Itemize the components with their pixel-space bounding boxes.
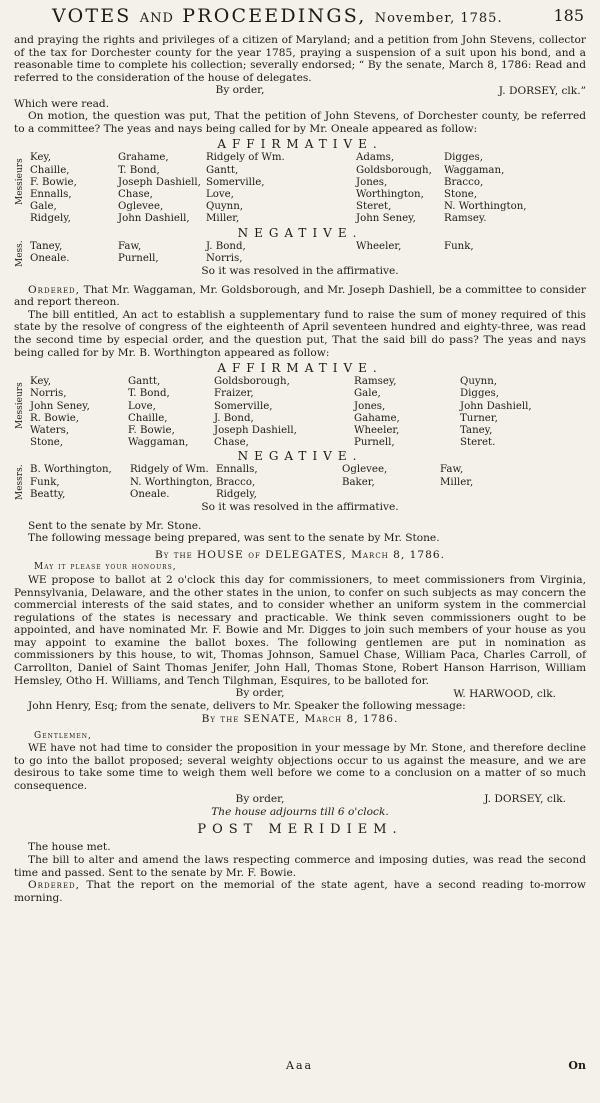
member-name: Norris, (206, 252, 243, 264)
member-name: T. Bond, (128, 388, 170, 400)
vote-2-side-label-neg: Messrs. (15, 464, 25, 501)
member-name: Stone, (444, 188, 478, 200)
ordered-paragraph-1 (14, 284, 586, 309)
member-name: Jones, (354, 400, 386, 412)
vote-1 (14, 137, 586, 277)
title-proceedings: PROCEEDINGS, (182, 5, 367, 27)
title-votes: VOTES (52, 5, 132, 27)
member-name: Ramsey. (444, 213, 487, 225)
intro-paragraph: and praying the rights and privileges of a citizen of Maryland; and a petition from John Stevens, collector of the tax for Dorchester county for the year 1785, praying a suspension of a suit upon his bond, and a reasonable time to complete his collection; severally endorsed; “ By the senate, March 8, 1786: Read and referred to the consideration of the house of delegates. (14, 34, 586, 84)
member-name: John Seney, (356, 213, 416, 225)
vote-2-negative-heading: NEGATIVE. (237, 449, 363, 464)
member-name: Norris, (30, 388, 67, 400)
house-message-heading: By the HOUSE of DELEGATES, March 8, 1786. (155, 548, 445, 561)
ordered-text-1: That Mr. Waggaman, Mr. Goldsborough, and Mr. Joseph Dashiell, be a committee to consider and report thereon. (14, 283, 586, 309)
senate-message-salutation: Gentlemen, (34, 730, 92, 741)
bill-paragraph: The bill entitled, An act to establish a supplementary fund to raise the sum of money required of this state by the resolve of congress of the eighteenth of April seventeen hundred and eighty-three, was read the second time by especial order, and the question put, That the said bill do pass? The yeas and nays being called for by Mr. B. Worthington appeared as follow: (14, 308, 586, 359)
member-name: Digges, (444, 152, 483, 164)
member-name: J. Bond, (214, 412, 254, 424)
member-name: Ridgely, (30, 213, 71, 225)
member-name: Somerville, (214, 400, 273, 412)
member-name: R. Bowie, (30, 412, 80, 424)
member-name: Ridgely of Wm. (206, 152, 285, 164)
vote-1-side-label-neg: Mess. (15, 239, 25, 267)
member-name: Grahame, (118, 152, 169, 164)
vote-1-result: So it was resolved in the affirmative. (201, 264, 399, 277)
member-name: Funk, (30, 476, 60, 488)
member-name: Ridgely of Wm. (130, 464, 209, 476)
running-title (52, 5, 503, 27)
member-name: Taney, (460, 424, 493, 436)
member-name: John Dashiell, (460, 400, 532, 412)
member-name: Wheeler, (354, 424, 400, 436)
member-name: Gahame, (354, 412, 400, 424)
vote-2-negative-list (30, 464, 586, 501)
ordered-text-2: That the report on the memorial of the state agent, have a second reading to-morrow morning. (14, 879, 586, 904)
member-name: Purnell, (354, 437, 395, 449)
member-name: Key, (30, 376, 52, 388)
senate-message-signature: J. DORSEY, clk. (484, 793, 566, 806)
house-message-by-order: By order, (235, 687, 285, 700)
page-body (14, 34, 586, 904)
ordered-lead-2: Ordered, (28, 879, 81, 892)
vote-1-affirmative-list (30, 152, 586, 225)
house-met: The house met. (28, 841, 111, 854)
vote-2-side-label-aff: Messieurs (15, 382, 25, 430)
member-name: Miller, (440, 476, 474, 488)
member-name: Adams, (356, 152, 395, 164)
page-number: 185 (553, 6, 584, 25)
sent-to-senate: Sent to the senate by Mr. Stone. (28, 519, 202, 532)
member-name: Waters, (30, 424, 70, 436)
intro-by-order: By order, (215, 84, 265, 97)
member-name: Ridgely, (216, 488, 257, 500)
vote-2 (14, 361, 586, 513)
member-name: Faw, (118, 240, 142, 252)
post-meridiem-heading: POST MERIDIEM. (197, 822, 403, 838)
motion-paragraph: On motion, the question was put, That the petition of John Stevens, of Dorchester county, be referred to a committee? The yeas and nays being called for by Mr. Oneale appeared as follow: (14, 110, 586, 135)
member-name: Love, (128, 400, 156, 412)
member-name: Digges, (460, 388, 499, 400)
member-name: Ennalls, (216, 464, 258, 476)
member-name: John Seney, (30, 400, 90, 412)
henry-delivery: John Henry, Esq; from the senate, delivers to Mr. Speaker the following message: (28, 700, 466, 713)
member-name: Jones, (356, 176, 388, 188)
member-name: Miller, (206, 213, 240, 225)
member-name: Quynn, (206, 201, 244, 213)
house-message-body: WE propose to ballot at 2 o'clock this day for commissioners, to meet commissioners from Virginia, Pennsylvania, Delaware, and the other states in the union, to confer on such subjects as may concern the commercial interests of the said states, and to consider whether an uniform system in the commercial regulations of the states is necessary and practicable. We think seven commissioners ought to be appointed, and have nominated Mr. F. Bowie and Mr. Digges to join such members of your house as you may appoint to examine the ballot boxes. The following gentlemen are put in nomination as commissioners by this house, to wit, Thomas Johnson, Samuel Chase, William Paca, Charles Carroll, of Carrollton, Daniel of Saint Thomas Jenifer, John Hall, Thomas Stone, Robert Hanson Harrison, William Hemsley, Otho H. Williams, and Tench Tilghman, Esquires, to be balloted for. (14, 573, 586, 687)
member-name: J. Bond, (206, 240, 246, 252)
member-name: Fraizer, (214, 388, 254, 400)
senate-message-by-order: By order, (235, 792, 285, 805)
member-name: Faw, (440, 464, 464, 476)
member-name (342, 489, 440, 501)
member-name: Somerville, (206, 176, 265, 188)
senate-message-heading: By the SENATE, March 8, 1786. (201, 713, 399, 726)
catchword: On (568, 1059, 586, 1072)
member-name: Worthington, (356, 188, 424, 200)
member-name: F. Bowie, (128, 424, 175, 436)
member-name: Love, (206, 188, 234, 200)
member-name: Steret, (356, 201, 392, 213)
ordered-lead-1: Ordered, (28, 283, 81, 296)
member-name: Waggaman, (128, 437, 189, 449)
member-name: Beatty, (30, 488, 66, 500)
member-name: Purnell, (118, 252, 159, 264)
member-name: Taney, (30, 240, 63, 252)
adjourn-notice: The house adjourns till 6 o'clock. (211, 805, 389, 818)
message-prepared: The following message being prepared, was sent to the senate by Mr. Stone. (28, 532, 440, 545)
vote-2-affirmative-list (30, 376, 586, 449)
member-name: Ramsey, (354, 376, 397, 388)
member-name: Oglevee, (342, 464, 388, 476)
intro-signature: J. DORSEY, clk.” (498, 84, 586, 97)
vote-1-negative-heading: NEGATIVE. (237, 225, 363, 240)
member-name: Key, (30, 152, 52, 164)
member-name: Wheeler, (356, 240, 402, 252)
vote-1-side-label-aff: Messieurs (15, 159, 25, 206)
running-header (14, 5, 586, 30)
member-name: Chase, (118, 188, 153, 200)
member-name (444, 253, 564, 265)
member-name: T. Bond, (118, 164, 160, 176)
vote-2-result: So it was resolved in the affirmative. (201, 500, 399, 513)
member-name: Waggaman, (444, 164, 505, 176)
member-name: Turner, (460, 412, 498, 424)
member-name: Oneale. (30, 252, 70, 264)
page-footer (14, 1060, 586, 1076)
title-date: November, 1785. (374, 11, 503, 26)
title-and: AND (139, 11, 174, 26)
member-name: B. Worthington, (30, 464, 112, 476)
member-name: Bracco, (444, 176, 484, 188)
member-name: Gantt, (206, 164, 239, 176)
post-bill-paragraph: The bill to alter and amend the laws respecting commerce and imposing duties, was read the second time and passed. Sent to the senate by Mr. F. Bowie. (14, 853, 586, 879)
member-name: Chase, (214, 437, 249, 449)
vote-1-affirmative-heading: AFFIRMATIVE. (217, 137, 383, 152)
member-name: F. Bowie, (30, 176, 77, 188)
member-name: Joseph Dashiell, (214, 424, 297, 436)
member-name: Joseph Dashiell, (118, 176, 201, 188)
member-name: Goldsborough, (356, 164, 432, 176)
member-name: Gantt, (128, 376, 161, 388)
house-message-salutation: May it please your honours, (34, 562, 177, 573)
member-name: Funk, (444, 240, 474, 252)
house-message-signature: W. HARWOOD, clk. (453, 687, 556, 700)
member-name: Oneale. (130, 488, 170, 500)
member-name: Ennalls, (30, 188, 72, 200)
member-name: Chaille, (128, 412, 168, 424)
member-name: Baker, (342, 476, 375, 488)
vote-1-negative-list (30, 241, 586, 265)
intro-read: Which were read. (14, 97, 110, 110)
member-name: Gale, (30, 201, 57, 213)
member-name: Bracco, (216, 476, 256, 488)
member-name: Goldsborough, (214, 376, 290, 388)
member-name: N. Worthington, (130, 476, 213, 488)
member-name: John Dashiell, (118, 213, 190, 225)
member-name (356, 253, 444, 265)
member-name: N. Worthington, (444, 201, 527, 213)
member-name: Stone, (30, 437, 64, 449)
ordered-paragraph-2 (14, 879, 586, 904)
member-name: Chaille, (30, 164, 70, 176)
member-name: Gale, (354, 388, 381, 400)
signature-mark: Aaa (286, 1059, 314, 1072)
senate-message-body: WE have not had time to consider the proposition in your message by Mr. Stone, and therefore decline to go into the ballot proposed; several weighty objections occur to us against the measure, and we are desirous to take some time to weigh them well before we come to a conclusion on a matter of so much consequence. (14, 742, 586, 793)
member-name: Oglevee, (118, 201, 164, 213)
vote-2-affirmative-heading: AFFIRMATIVE. (217, 361, 383, 376)
member-name: Quynn, (460, 376, 498, 388)
member-name: Steret. (460, 437, 496, 449)
member-name (440, 489, 560, 501)
